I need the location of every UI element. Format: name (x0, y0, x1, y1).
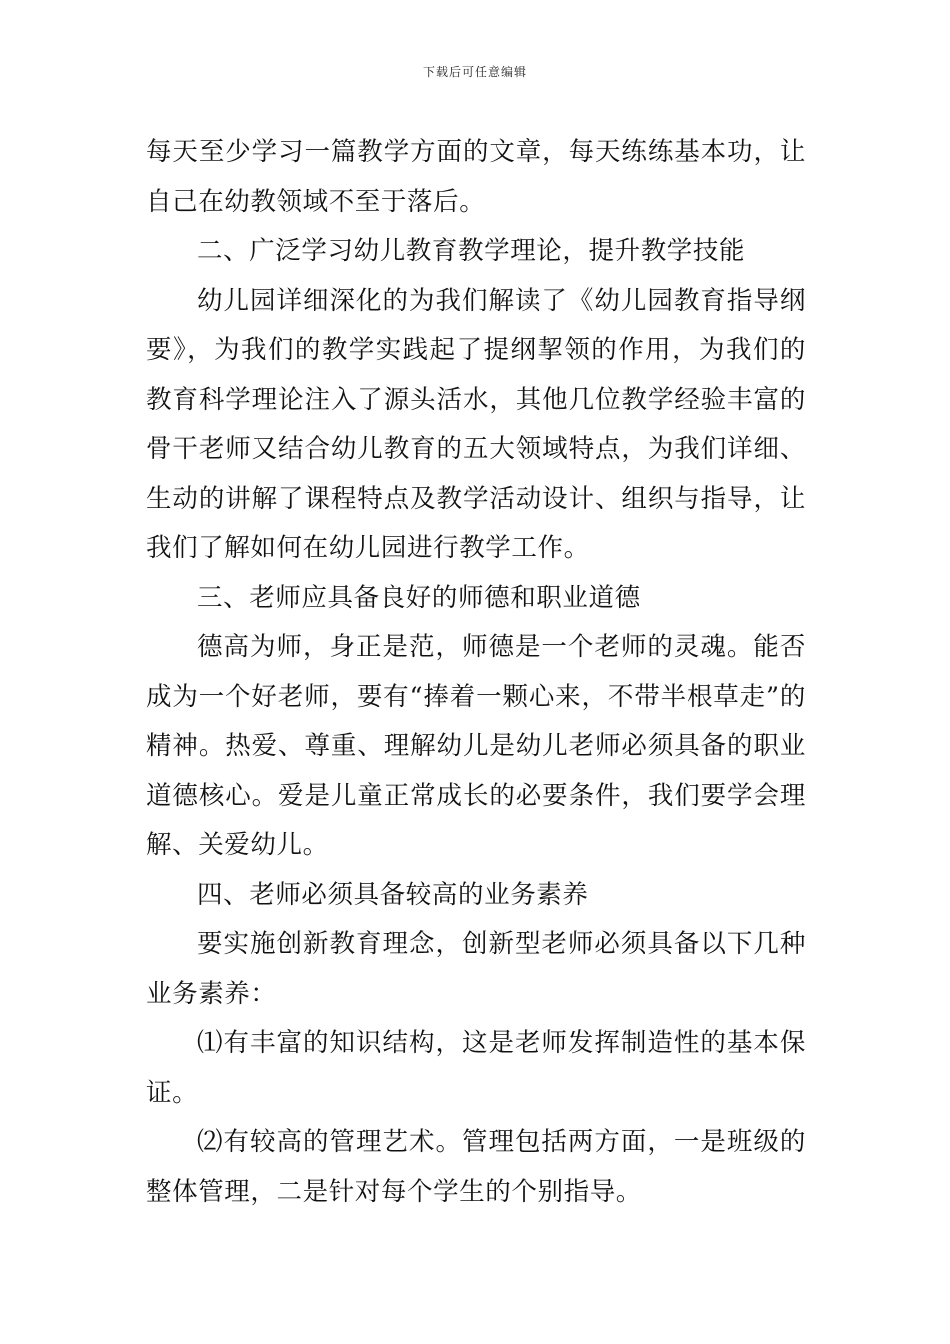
section-heading: 二、广泛学习幼儿教育教学理论，提升教学技能 (197, 236, 746, 266)
paragraph: 每天至少学习一篇教学方面的文章，每天练练基本功，让自己在幼教领域不至于落后。 (146, 137, 806, 217)
list-item: ⑵有较高的管理艺术。管理包括两方面，一是班级的整体管理，二是针对每个学生的个别指导。 (146, 1127, 806, 1207)
paragraph: 要实施创新教育理念，创新型老师必须具备以下几种业务素养： (146, 929, 806, 1009)
page-header: 下载后可任意编辑 (422, 65, 527, 79)
document-body (146, 128, 806, 1217)
section-heading: 四、老师必须具备较高的业务素养 (197, 879, 589, 910)
paragraph: 德高为师，身正是范，师德是一个老师的灵魂。能否成为一个好老师，要有“捧着一颗心来，不带半根草走”的精神。热爱、尊重、理解幼儿是幼儿老师必须具备的职业道德核心。爱是儿童正常成长的必要条件，我们要学会理解、关爱幼儿。 (146, 632, 806, 860)
section-heading: 三、老师应具备良好的师德和职业道德 (197, 582, 641, 613)
paragraph: 幼儿园详细深化的为我们解读了《幼儿园教育指导纲要》，为我们的教学实践起了提纲挈领的作用，为我们的教育科学理论注入了源头活水，其他几位教学经验丰富的骨干老师又结合幼儿教育的五大领域特点，为我们详细、生动的讲解了课程特点及教学活动设计、组织与指导，让我们了解如何在幼儿园进行教学工作。 (146, 285, 806, 563)
list-item: ⑴有丰富的知识结构，这是老师发挥制造性的基本保证。 (146, 1028, 806, 1108)
